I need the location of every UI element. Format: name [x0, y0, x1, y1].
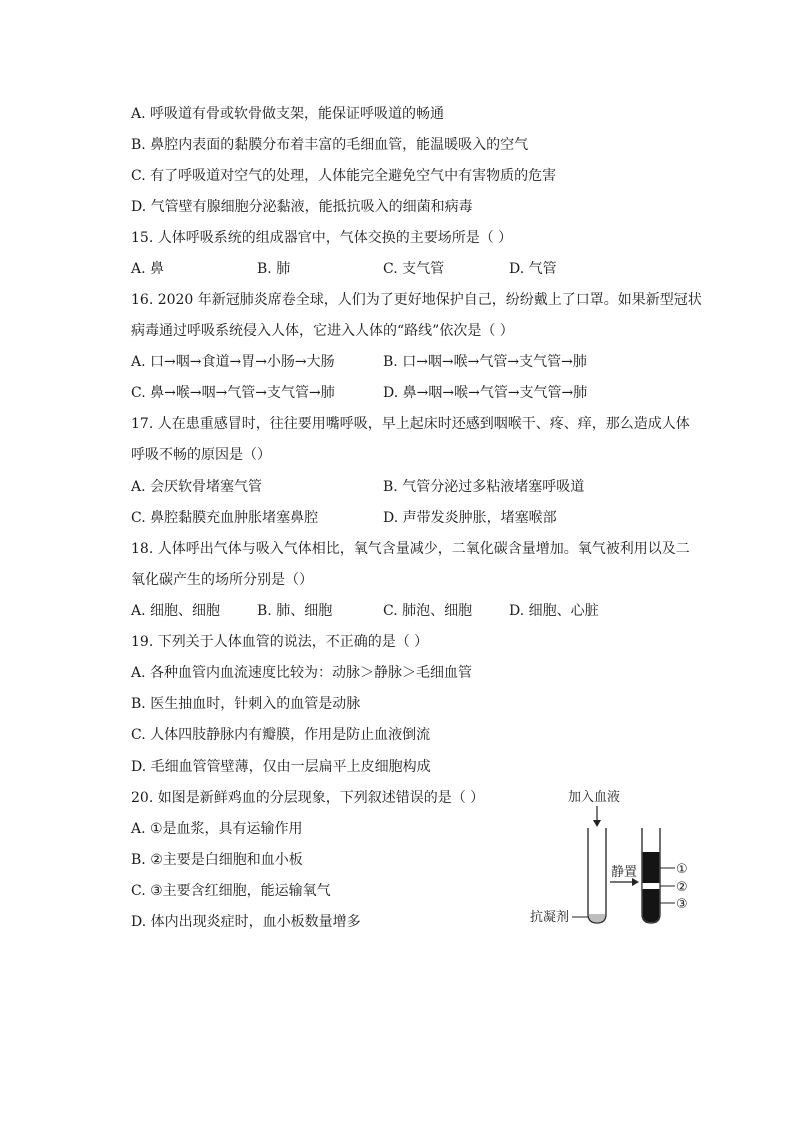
- q14-option-b: B. 鼻腔内表面的黏膜分布着丰富的毛细血管，能温暖吸入的空气: [131, 137, 529, 153]
- q14-option-a: A. 呼吸道有骨或软骨做支架，能保证呼吸道的畅通: [131, 106, 445, 122]
- q14-option-c: C. 有了呼吸道对空气的处理，人体能完全避免空气中有害物质的危害: [131, 168, 557, 184]
- q15-option-d: D. 气管: [509, 261, 557, 277]
- q20-option-a: A. ①是血浆，具有运输作用: [131, 821, 303, 837]
- layer-red-cells: [643, 889, 660, 922]
- layer-plasma: [643, 852, 660, 883]
- layer2-marker: ②: [676, 880, 688, 895]
- q18-option-d: D. 细胞、心脏: [509, 603, 599, 619]
- q16-option-a: A. 口→咽→食道→胃→小肠→大肠: [131, 354, 335, 370]
- q19-option-a: A. 各种血管内血流速度比较为：动脉＞静脉＞毛细血管: [131, 665, 473, 681]
- q20-option-c: C. ③主要含红细胞，能运输氧气: [131, 883, 331, 899]
- q14-option-d: D. 气管壁有腺细胞分泌黏液，能抵抗吸入的细菌和病毒: [131, 199, 473, 215]
- add-blood-arrowhead-icon: [593, 820, 601, 827]
- static-label: 静置: [611, 865, 638, 880]
- q16-option-d: D. 鼻→咽→喉→气管→支气管→肺: [383, 385, 588, 401]
- q15-option-a: A. 鼻: [131, 261, 165, 277]
- q16-option-c: C. 鼻→喉→咽→气管→支气管→肺: [131, 385, 335, 401]
- q18-stem-line1: 18. 人体呼出气体与吸入气体相比，氧气含量减少，二氧化碳含量增加。氧气被利用以及二: [131, 541, 690, 557]
- q16-stem-line2: 病毒通过呼吸系统侵入人体，它进入人体的“路线”依次是（ ）: [131, 323, 514, 339]
- q15-option-b: B. 肺: [257, 261, 291, 277]
- q17-option-c: C. 鼻腔黏膜充血肿胀堵塞鼻腔: [131, 510, 319, 526]
- q18-stem-line2: 氧化碳产生的场所分别是（）: [131, 572, 313, 588]
- q15-stem: 15. 人体呼吸系统的组成器官中，气体交换的主要场所是（ ）: [131, 230, 513, 246]
- q18-option-b: B. 肺、细胞: [257, 603, 333, 619]
- q17-stem-line1: 17. 人在患重感冒时，往往要用嘴呼吸，早上起床时还感到咽喉干、疼、痒，那么造成人体: [131, 416, 690, 432]
- layer1-marker: ①: [676, 862, 688, 877]
- q19-option-d: D. 毛细血管管壁薄，仅由一层扁平上皮细胞构成: [131, 759, 431, 775]
- q16-option-b: B. 口→咽→喉→气管→支气管→肺: [383, 354, 587, 370]
- q17-option-d: D. 声带发炎肿胀，堵塞喉部: [383, 510, 557, 526]
- q19-option-c: C. 人体四肢静脉内有瓣膜，作用是防止血液倒流: [131, 727, 431, 743]
- q19-option-b: B. 医生抽血时，针刺入的血管是动脉: [131, 696, 361, 712]
- q20-option-d: D. 体内出现炎症时，血小板数量增多: [131, 914, 361, 930]
- q15-option-c: C. 支气管: [383, 261, 445, 277]
- q17-option-a: A. 会厌软骨堵塞气管: [131, 479, 263, 495]
- left-test-tube: [588, 828, 606, 923]
- q19-stem: 19. 下列关于人体血管的说法，不正确的是（ ）: [131, 634, 429, 650]
- q17-stem-line2: 呼吸不畅的原因是（）: [131, 447, 271, 463]
- q18-option-a: A. 细胞、细胞: [131, 603, 221, 619]
- q16-stem-line1: 16. 2020 年新冠肺炎席卷全球，人们为了更好地保护自己，纷纷戴上了口罩。如果新型冠状: [131, 292, 702, 308]
- q17-option-b: B. 气管分泌过多粘液堵塞呼吸道: [383, 479, 585, 495]
- add-blood-label: 加入血液: [568, 790, 621, 805]
- q20-option-b: B. ②主要是白细胞和血小板: [131, 852, 303, 868]
- anticoagulant-label: 抗凝剂: [530, 910, 570, 925]
- q18-option-c: C. 肺泡、细胞: [383, 603, 473, 619]
- layer3-marker: ③: [676, 897, 688, 912]
- layer-buffy-coat: [643, 883, 660, 889]
- blood-layering-figure: [520, 786, 720, 936]
- q20-stem: 20. 如图是新鲜鸡血的分层现象，下列叙述错误的是（ ）: [131, 790, 485, 806]
